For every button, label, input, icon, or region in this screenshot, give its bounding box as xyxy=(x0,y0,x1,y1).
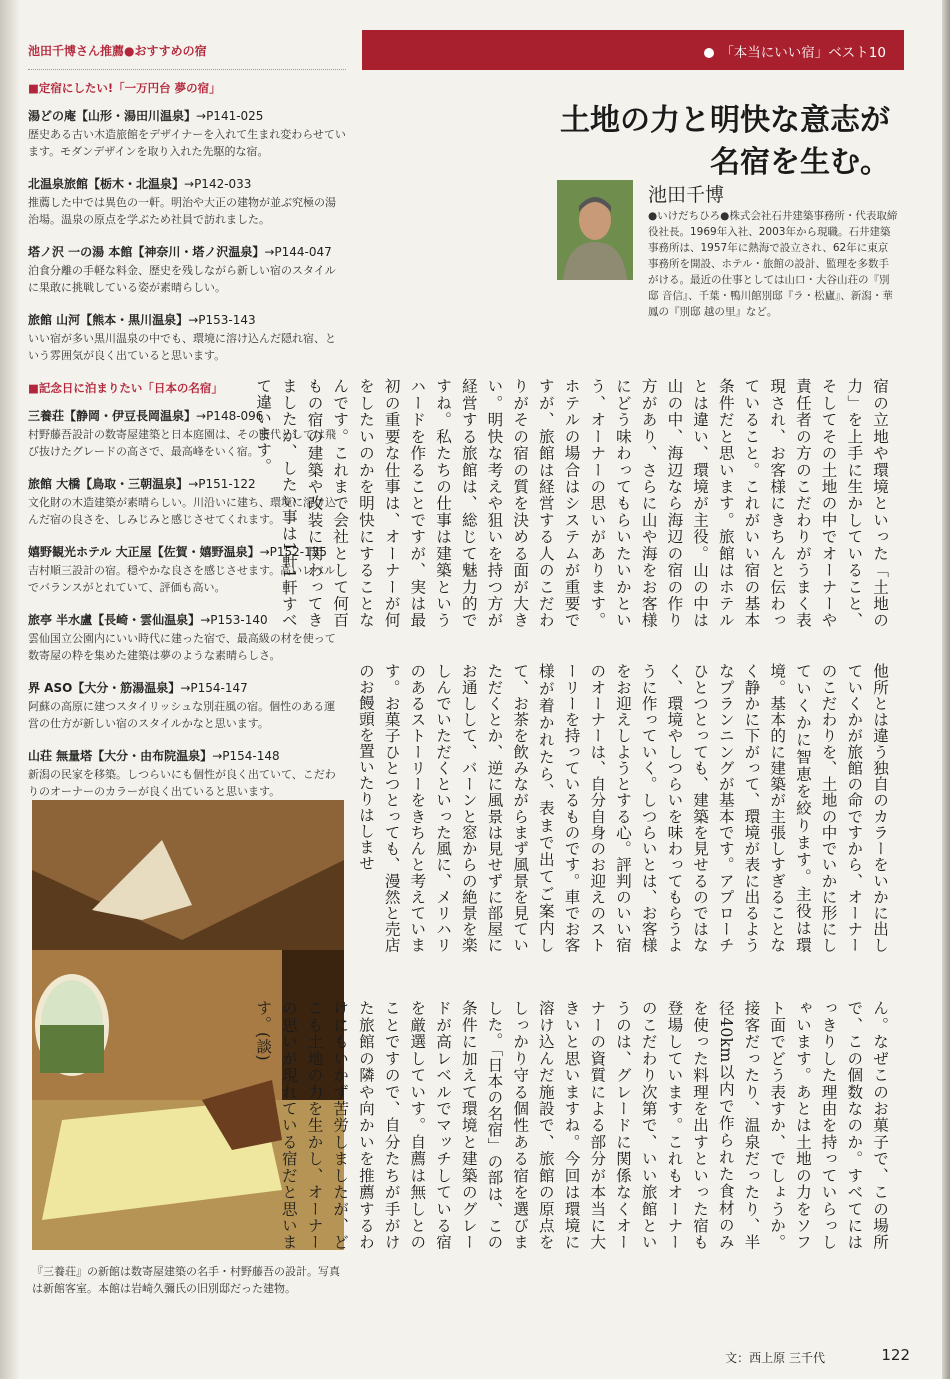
window-garden xyxy=(40,1025,104,1073)
section-title-budget: ■定宿にしたい!「一万円台 夢の宿」 xyxy=(28,81,221,95)
hotel-name: 旅館 大橋【鳥取・三朝温泉】 xyxy=(28,477,189,491)
article-body-bottom: ん。なぜこのお菓子で、この場所で、この個数なのか。すべてにはっきりした理由を持っていらっしゃいます。あとは土地の力をソフト面でどう表すか、でしょうか。接客だったり、温泉だったり、半径40km以内で作られた食材のみを使った料理を出すといった宿も登場しています。これもオーナーのこだわり次第で、いい旅館というのは、グレードに関係なくオーナーの資質による部分が本当に大きいと思いますね。今回は環境に溶け込んだ施設で、旅館の原点をしっかり守る個性ある宿を選びました。「日本の名宿」の部は、この条件に加えて環境と建築のグレードが高レベルでマッチしている宿を厳選していす。自薦は無しとのことですので、自分たちが手がけた旅館の隣や向かいを推薦するわけにもいかず苦労しましたが、どこも土地の力を生かし、オーナーの思いが現れている宿だと思います。(談) xyxy=(254,1000,889,1250)
hotel-name: 塔ノ沢 一の湯 本館【神奈川・塔ノ沢温泉】 xyxy=(28,245,265,259)
page-reference: →P148-096 xyxy=(196,409,264,423)
writer-credit: 文：西上原 三千代 xyxy=(725,1351,825,1365)
hotel-description: 文化財の木造建築が素晴らしい。川沿いに建ち、環境に溶け込んだ宿の良さを、しみじみと感じさせてくれます。 xyxy=(28,496,336,526)
author-portrait xyxy=(557,180,633,280)
hotel-name: 山荘 無量塔【大分・由布院温泉】 xyxy=(28,749,213,763)
hotel-name: 湯どの庵【山形・湯田川温泉】 xyxy=(28,109,197,123)
headline-line-2: 名宿を生む。 xyxy=(710,145,890,180)
page-number: 122 xyxy=(881,1346,910,1364)
hotel-description: 推薦した中では異色の一軒。明治や大正の建物が並ぶ究極の湯治場。温泉の原点を学ぶため社員で訪れました。 xyxy=(28,196,336,226)
hotel-description: 新潟の民家を移築。しつらいにも個性が良く出ていて、こだわりのオーナーのカラーが良く出ていると思います。 xyxy=(28,768,336,798)
hotel-description: 村野藤吾設計の数寄屋建築と日本庭園は、その時代としては飛び抜けたグレードの高さで、最高峰をいく宿。 xyxy=(28,428,336,458)
hotel-description: いい宿が多い黒川温泉の中でも、環境に溶け込んだ隠れ宿、という雰囲気が良く出ていると思います。 xyxy=(28,332,336,362)
page-reference: →P152-135 xyxy=(259,545,328,559)
article-body-top: 宿の立地や環境といった「土地の力」を上手に生かしていること、そしてその土地の中でオーナーや責任者の方のこだわりがうまく表現され、お客様にきちんと伝わっていること。これがいい宿の基本条件だと思います。旅館はホテルとは違い、環境が主役。山の中は山の中、海辺なら海辺の宿の作り方があり、さらに山や海をお客様にどう味わってもらいたいかという、オーナーの思いがあります。ホテルの場合はシステムが重要ですが、旅館は経営する人のこだわりがその宿の質を決める面が大きい。明快な考えや狙いを持つ方が経営する旅館は、総じて魅力的ですね。私たちの仕事は建築というハードを作ることですが、実は最初の重要な仕事は、オーナーが何をしたいのかを明快にすることなんです。これまで会社として何百もの宿の建築や改装に関わってきましたが、したい事は1軒1軒すべて違います。 xyxy=(254,378,889,628)
page-reference: →P142-033 xyxy=(184,177,252,191)
section-header-bar xyxy=(362,30,904,70)
portrait-illustration xyxy=(557,180,633,280)
headline-line-1: 土地の力と明快な意志が xyxy=(560,103,890,138)
hotel-name: 嬉野観光ホテル 大正屋【佐賀・嬉野温泉】 xyxy=(28,545,260,559)
hotel-name: 北温泉旅館【栃木・北温泉】 xyxy=(28,177,185,191)
divider xyxy=(28,69,346,70)
hotel-description: 阿蘇の高原に建つスタイリッシュな別荘風の宿。個性のある運営の仕方が新しい宿のスタイルかなと思います。 xyxy=(28,700,336,730)
hotel-description: 吉村順三設計の宿。穏やかな良さを感じさせます。高いレベルでバランスがとれていて、評価も高い。 xyxy=(28,564,336,594)
page-reference: →P151-122 xyxy=(188,477,256,491)
sidebar-header: 池田千博さん推薦●おすすめの宿 xyxy=(28,44,207,58)
author-name: 池田千博 xyxy=(648,184,725,206)
hotel-entry xyxy=(28,244,346,296)
hotel-entry xyxy=(28,108,346,160)
article-body-middle: 他所とは違う独自のカラーをいかに出していくかが旅館の命ですから、オーナーのこだわりを、土地の中でいかに形にしていくかに智恵を絞ります。主役は環境。基本的に建築が主張しすぎることなく静かに下がって、環境が表に出るようなプランニングが基本です。アプローチひとつとっても、建築を見せるのではなく、環境やしつらいを味わってもらうように作っていく。しつらいとは、お客様をお迎えしようとする心。評判のいい宿のオーナーは、自分自身のお迎えのストーリーを持っているものです。車でお客様が着かれたら、表まで出てご案内して、お茶を飲みながらまず風景を見ていただくとか、逆に風景は見せずに部屋にお通しして、バーンと窓からの絶景を楽しんでいただくといった風に、メリハリのあるストーリーをきちんと考えています。お菓子ひとつとっても、漫然と売店のお饅頭を置いたりはしませ xyxy=(356,663,889,953)
article-headline xyxy=(560,100,890,184)
hotel-description: 雲仙国立公園内にいい時代に建った宿で、最高級の材を使って数寄屋の粋を集めた建築は夢のような素晴らしさ。 xyxy=(28,632,336,662)
hotel-entry xyxy=(28,312,346,364)
hotel-name: 旅亭 半水盧【長崎・雲仙温泉】 xyxy=(28,613,201,627)
bullet-icon xyxy=(704,48,714,58)
page-edge xyxy=(942,0,950,1379)
hotel-description: 泊食分離の手軽な料金、歴史を残しながら新しい宿のスタイルに果敢に挑戦している姿が素晴らしい。 xyxy=(28,264,336,294)
hotel-name: 界 ASO【大分・筋湯温泉】 xyxy=(28,681,181,695)
page-reference: →P144-047 xyxy=(264,245,332,259)
page-reference: →P153-143 xyxy=(188,313,256,327)
hotel-name: 旅館 山河【熊本・黒川温泉】 xyxy=(28,313,189,327)
page-gutter-shadow xyxy=(0,0,20,1379)
section-title-famous: ■記念日に泊まりたい「日本の名宿」 xyxy=(28,381,223,395)
photo-caption: 『三養荘』の新館は数寄屋建築の名手・村野藤吾の設計。写真は新館客室。本館は岩崎久彌氏の旧別邸だった建物。 xyxy=(32,1265,340,1295)
page-reference: →P154-147 xyxy=(180,681,248,695)
series-title: 「本当にいい宿」ベスト10 xyxy=(720,45,886,61)
page-reference: →P154-148 xyxy=(212,749,280,763)
hotel-entry xyxy=(28,680,346,732)
author-bio: ●いけだちひろ●株式会社石井建築事務所・代表取締役社長。1969年入社、2003年から現職。石井建築事務所は、1957年に熱海で設立され、62年に東京事務所を開設、ホテル・旅館の設計、監理を多数手がける。最近の仕事としては山口・大谷山荘の『別邸 音信』、千葉・鴨川館別邸『ラ・松廬』、新潟・華鳳の『別邸 越の里』など。 xyxy=(648,210,898,318)
hotel-entry xyxy=(28,748,346,800)
hotel-entry xyxy=(28,176,346,228)
hotel-name: 三養荘【静岡・伊豆長岡温泉】 xyxy=(28,409,197,423)
page-reference: →P153-140 xyxy=(200,613,268,627)
hotel-description: 歴史ある古い木造旅館をデザイナーを入れて生まれ変わらせています。モダンデザインを取り入れた先駆的な宿。 xyxy=(28,128,346,158)
page-reference: →P141-025 xyxy=(196,109,264,123)
